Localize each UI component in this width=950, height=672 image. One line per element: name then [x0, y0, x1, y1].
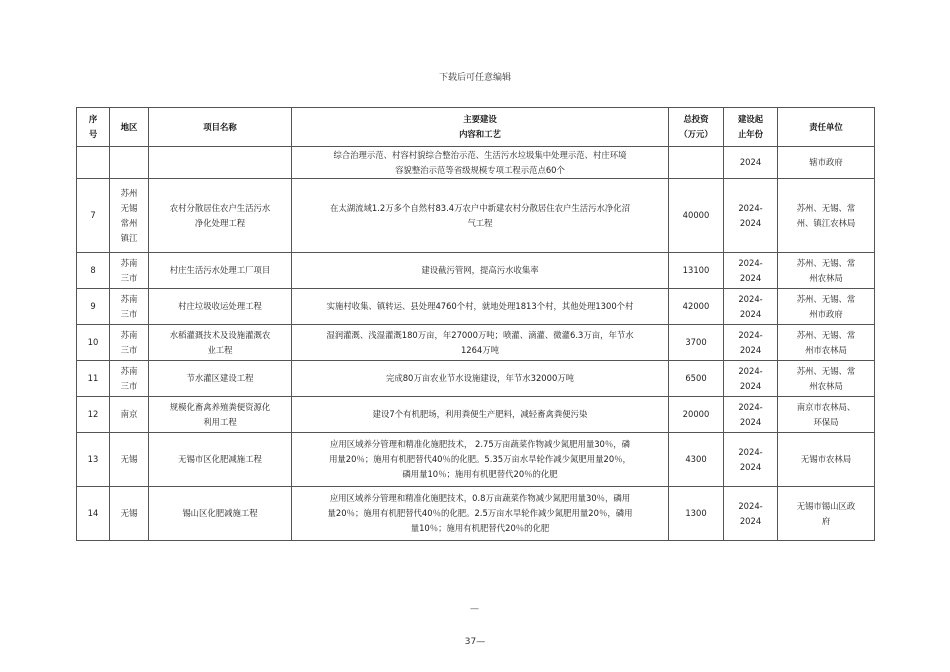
cell-line: 建设截污管网，提高污水收集率 — [421, 265, 539, 275]
page-header-note: 下载后可任意编辑 — [438, 73, 511, 83]
cell-line: 村庄垃圾收运处理工程 — [178, 301, 262, 311]
cell-line: 无锡市农林局 — [800, 454, 852, 464]
cell-project-name — [149, 253, 292, 289]
cell-line: 苏州、无锡、常 — [796, 365, 856, 376]
cell-line: 号 — [88, 129, 98, 139]
cell-line: 村庄生活污水处理工厂项目 — [169, 265, 271, 275]
cell-region — [110, 325, 149, 361]
cell-line: 苏南 — [120, 365, 138, 376]
cell-line: 2024- — [738, 293, 763, 304]
cell-no: 10 — [77, 325, 110, 361]
cell-region — [110, 433, 149, 487]
cell-line: 责任单位 — [809, 121, 843, 132]
cell-line: 2024 — [739, 344, 762, 355]
cell-line: 三市 — [120, 344, 138, 355]
cell-line: 1264万吨 — [460, 344, 500, 355]
cell-content — [292, 289, 669, 325]
cell-line: 2024- — [738, 365, 763, 376]
header-row — [77, 108, 875, 147]
cell-years — [724, 179, 778, 253]
cell-content — [292, 325, 669, 361]
cell-line: 三市 — [120, 272, 138, 283]
cell-line: 地区 — [120, 121, 138, 132]
cell-line: （万元） — [679, 129, 713, 139]
cell-line: 2024- — [738, 257, 763, 268]
cell-line: 苏南 — [120, 257, 138, 268]
cell-line: 应用区域养分管理和精准化施肥技术，0.8万亩蔬菜作物减少氮肥用量30％，磷用 — [329, 493, 631, 503]
cell-responsible-unit — [778, 397, 875, 433]
cell-line: 业工程 — [207, 344, 233, 355]
project-table — [76, 107, 875, 541]
cell-line: 辖市政府 — [809, 157, 843, 167]
cell-line: 南京 — [120, 409, 138, 419]
cell-line: 量10％；施用有机肥替代20％的化肥 — [410, 523, 550, 533]
cell-line: 州市农林局 — [805, 344, 847, 355]
cell-line: 2024- — [738, 329, 763, 340]
cell-line: 2024- — [738, 500, 763, 511]
cell-responsible-unit — [778, 433, 875, 487]
cell-line: 镇江 — [120, 232, 138, 243]
cell-line: 实施村收集、镇转运、县处理4760个村，就地处理1813个村，其他处理1300个村 — [326, 301, 634, 311]
cell-line: 在太湖流域1.2万多个自然村83.4万农户中新建农村分散居住农户生活污水净化沼 — [330, 202, 630, 213]
cell-line: 苏州、无锡、常 — [796, 202, 856, 213]
cell-years — [724, 361, 778, 397]
cell-investment: 3700 — [669, 325, 724, 361]
cell-line: 气工程 — [467, 217, 493, 228]
cell-line: 容貌整治示范等省级规模专项工程示范点60个 — [395, 164, 565, 175]
cell-line: 2024 — [739, 515, 762, 526]
cell-region — [110, 397, 149, 433]
cell-line: 项目名称 — [203, 121, 237, 132]
cell-line: 无锡市区化肥减施工程 — [178, 454, 262, 464]
cell-line: 序 — [88, 114, 98, 124]
cell-content — [292, 253, 669, 289]
cell-years — [724, 433, 778, 487]
col-header-region — [110, 108, 149, 147]
cell-line: 府 — [821, 515, 831, 526]
cell-no: 14 — [77, 487, 110, 541]
cell-line: 湿润灌溉、浅湿灌溉180万亩，年27000万吨；喷灌、滴灌、微灌6.3万亩，年节水 — [326, 329, 634, 340]
cell-project-name — [149, 433, 292, 487]
cell-line: 净化处理工程 — [194, 217, 246, 228]
cell-line: 2024- — [738, 446, 763, 457]
col-header-content — [292, 108, 669, 147]
table-body — [77, 147, 875, 541]
cell-no: 11 — [77, 361, 110, 397]
footer-dash: — — [470, 604, 479, 614]
cell-years — [724, 289, 778, 325]
cell-region — [110, 147, 149, 179]
cell-line: 利用工程 — [203, 416, 237, 427]
cell-content — [292, 433, 669, 487]
cell-no: 13 — [77, 433, 110, 487]
cell-no: 7 — [77, 179, 110, 253]
cell-line: 苏州、无锡、常 — [796, 329, 856, 340]
table-row — [77, 179, 875, 253]
cell-investment: 4300 — [669, 433, 724, 487]
cell-line: 苏州 — [120, 187, 138, 198]
cell-project-name — [149, 397, 292, 433]
cell-region — [110, 253, 149, 289]
page-number: 37— — [464, 637, 486, 647]
cell-line: 2024 — [739, 272, 762, 283]
cell-no — [77, 147, 110, 179]
cell-line: 2024- — [738, 202, 763, 213]
cell-line: 州市政府 — [809, 308, 843, 319]
cell-line: 无锡 — [120, 508, 138, 518]
cell-line: 无锡 — [120, 202, 138, 213]
cell-line: 总投资 — [683, 114, 709, 124]
cell-years — [724, 147, 778, 179]
cell-line: 三市 — [120, 380, 138, 391]
cell-responsible-unit — [778, 487, 875, 541]
cell-line: 应用区域养分管理和精准化施肥技术， 2.75万亩蔬菜作物减少氮肥用量30％，磷 — [330, 439, 630, 449]
table-row — [77, 289, 875, 325]
cell-line: 无锡市锡山区政 — [796, 500, 856, 511]
cell-line: 建设7个有机肥场，利用粪便生产肥料，减轻畜禽粪便污染 — [372, 409, 588, 419]
cell-region — [110, 179, 149, 253]
cell-line: 无锡 — [120, 454, 138, 464]
cell-line: 环保局 — [813, 416, 839, 427]
cell-line: 磷用量10％；施用有机肥替代20％的化肥 — [402, 469, 558, 479]
cell-line: 锡山区化肥减施工程 — [182, 508, 258, 518]
table-row — [77, 253, 875, 289]
cell-no: 8 — [77, 253, 110, 289]
cell-line: 量20％；施用有机肥替代40％的化肥。2.5万亩水旱轮作减少氮肥用量20％，磷用 — [327, 508, 633, 518]
cell-line: 节水灌区建设工程 — [186, 373, 254, 383]
cell-line: 州、镇江农林局 — [796, 217, 856, 228]
table-header — [77, 108, 875, 147]
table-row — [77, 433, 875, 487]
cell-line: 2024 — [739, 416, 762, 427]
cell-content — [292, 361, 669, 397]
col-header-unit — [778, 108, 875, 147]
cell-line: 南京市农林局、 — [796, 401, 856, 412]
cell-line: 苏南 — [120, 293, 138, 304]
cell-line: 常州 — [120, 217, 138, 228]
col-header-investment — [669, 108, 724, 147]
cell-region — [110, 289, 149, 325]
cell-investment: 40000 — [669, 179, 724, 253]
cell-line: 三市 — [120, 308, 138, 319]
cell-investment: 20000 — [669, 397, 724, 433]
cell-project-name — [149, 487, 292, 541]
cell-line: 主要建设 — [463, 114, 497, 124]
cell-responsible-unit — [778, 289, 875, 325]
cell-line: 2024 — [739, 380, 762, 391]
cell-content — [292, 397, 669, 433]
cell-project-name — [149, 361, 292, 397]
col-header-no — [77, 108, 110, 147]
cell-responsible-unit — [778, 179, 875, 253]
cell-line: 综合治理示范、村容村貌综合整治示范、生活污水垃圾集中处理示范、村庄环境 — [333, 149, 627, 160]
cell-region — [110, 361, 149, 397]
cell-years — [724, 397, 778, 433]
cell-line: 农村分散居住农户生活污水 — [169, 202, 271, 213]
col-header-name — [149, 108, 292, 147]
cell-responsible-unit — [778, 253, 875, 289]
table-row — [77, 397, 875, 433]
cell-responsible-unit — [778, 147, 875, 179]
cell-project-name — [149, 289, 292, 325]
cell-years — [724, 487, 778, 541]
cell-responsible-unit — [778, 325, 875, 361]
cell-years — [724, 253, 778, 289]
cell-years — [724, 325, 778, 361]
cell-line: 苏州、无锡、常 — [796, 293, 856, 304]
cell-line: 2024 — [739, 157, 762, 167]
cell-investment: 13100 — [669, 253, 724, 289]
cell-line: 止年份 — [737, 129, 764, 139]
cell-line: 水稻灌溉技术及设施灌溉农 — [169, 329, 271, 340]
cell-content — [292, 487, 669, 541]
cell-investment: 42000 — [669, 289, 724, 325]
cell-no: 9 — [77, 289, 110, 325]
cell-project-name — [149, 179, 292, 253]
cell-line: 州农林局 — [809, 380, 843, 391]
cell-content — [292, 179, 669, 253]
cell-line: 2024 — [739, 461, 762, 472]
cell-line: 州农林局 — [809, 272, 843, 283]
cell-line: 2024 — [739, 308, 762, 319]
cell-content — [292, 147, 669, 179]
cell-line: 2024- — [738, 401, 763, 412]
cell-line: 苏南 — [120, 329, 138, 340]
cell-region — [110, 487, 149, 541]
cell-investment — [669, 147, 724, 179]
cell-line: 苏州、无锡、常 — [796, 257, 856, 268]
table-row — [77, 487, 875, 541]
cell-line: 规模化畜禽养殖粪便资源化 — [169, 401, 271, 412]
cell-investment: 6500 — [669, 361, 724, 397]
cell-line: 用量20％；施用有机肥替代40％的化肥。5.35万亩水旱轮作减少氮肥用量20％， — [329, 454, 631, 464]
col-header-years — [724, 108, 778, 147]
cell-no: 12 — [77, 397, 110, 433]
cell-project-name — [149, 147, 292, 179]
cell-line: 2024 — [739, 217, 762, 228]
table-row — [77, 361, 875, 397]
cell-project-name — [149, 325, 292, 361]
cell-line: 建设起 — [737, 114, 764, 124]
table-row — [77, 325, 875, 361]
cell-investment: 1300 — [669, 487, 724, 541]
table-row — [77, 147, 875, 179]
cell-line: 完成80万亩农业节水设施建设，年节水32000万吨 — [385, 373, 575, 383]
cell-line: 内容和工艺 — [459, 129, 501, 139]
cell-responsible-unit — [778, 361, 875, 397]
